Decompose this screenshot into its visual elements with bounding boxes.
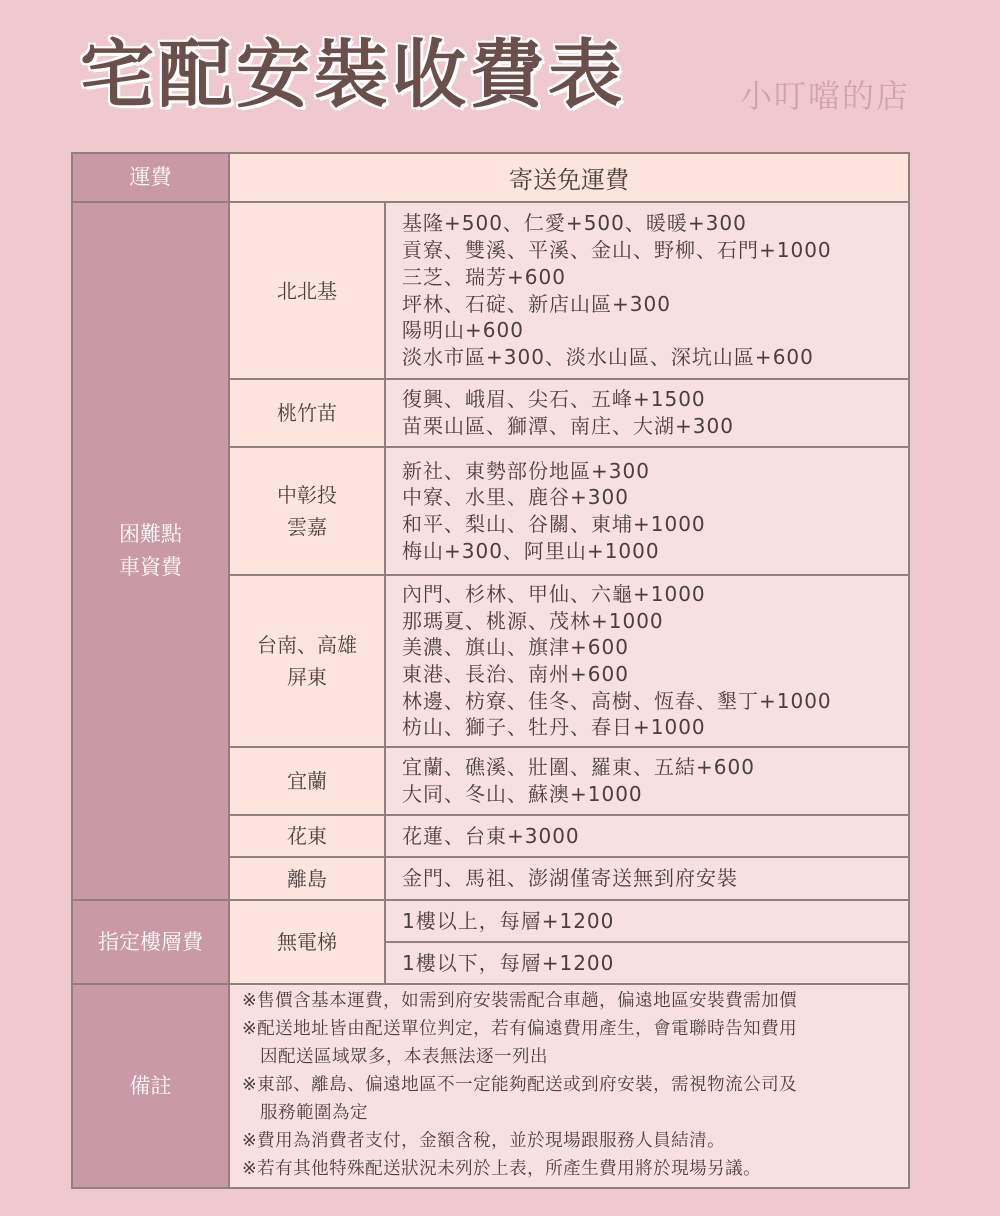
detail-line: 復興、峨眉、尖石、五峰+1500 (402, 387, 706, 412)
floor-fee: 1樓以上，每層+1200 (385, 900, 909, 942)
note-line: ※若有其他特殊配送狀況未列於上表，所產生費用將於現場另議。 (242, 1159, 762, 1179)
detail-line: 內門、杉林、甲仙、六龜+1000 (402, 581, 706, 606)
floor-label: 指定樓層費 (72, 900, 229, 984)
note-line: ※售價含基本運費，如需到府安裝需配合車趟，偏遠地區安裝費需加價 (242, 991, 798, 1011)
region-name (229, 447, 385, 575)
region-details (385, 857, 909, 900)
detail-line: 梅山+300、阿里山+1000 (402, 538, 660, 563)
shipping-label: 運費 (72, 153, 229, 202)
region-details (385, 447, 909, 575)
note-line: ※費用為消費者支付，金額含稅，並於現場跟服務人員結清。 (242, 1131, 726, 1151)
difficult-label-line: 困難點 (119, 522, 182, 546)
region-name-line: 花東 (287, 824, 327, 848)
notes-body (229, 984, 909, 1188)
note-line: ※東部、離島、偏遠地區不一定能夠配送或到府安裝，需視物流公司及 (242, 1075, 798, 1095)
detail-line: 林邊、枋寮、佳冬、高樹、恆春、墾丁+1000 (402, 688, 832, 713)
difficult-label (72, 202, 229, 900)
detail-line: 坪林、石碇、新店山區+300 (402, 291, 671, 316)
region-name (229, 202, 385, 379)
detail-line: 中寮、水里、鹿谷+300 (402, 485, 629, 510)
difficult-label-line: 車資費 (119, 555, 182, 579)
detail-line: 美濃、旗山、旗津+600 (402, 635, 629, 660)
detail-line: 大同、冬山、蘇澳+1000 (402, 782, 643, 806)
shipping-value: 寄送免運費 (229, 153, 909, 202)
region-name-line: 雲嘉 (287, 515, 327, 539)
detail-line: 宜蘭、礁溪、壯圍、羅東、五結+600 (402, 755, 755, 780)
region-name-line: 屏東 (287, 665, 327, 689)
detail-line: 花蓮、台東+3000 (402, 823, 580, 848)
detail-line: 那瑪夏、桃源、茂林+1000 (402, 608, 664, 633)
detail-line: 金門、馬祖、澎湖僅寄送無到府安裝 (402, 866, 738, 891)
notes-row (72, 984, 909, 1188)
detail-line: 三芝、瑞芳+600 (402, 264, 566, 289)
detail-line: 基隆+500、仁愛+500、暖暖+300 (402, 211, 747, 236)
region-name (229, 815, 385, 857)
region-details (385, 575, 909, 747)
region-name-line: 離島 (287, 866, 327, 891)
detail-line: 新社、東勢部份地區+300 (402, 458, 650, 483)
store-name: 小叮噹的店 (740, 77, 911, 115)
detail-line: 貢寮、雙溪、平溪、金山、野柳、石門+1000 (402, 238, 832, 263)
region-details (385, 815, 909, 857)
region-name-line: 北北基 (277, 278, 337, 303)
note-line: 服務範圍為定 (260, 1103, 368, 1123)
region-name (229, 575, 385, 747)
notes-label: 備註 (72, 984, 229, 1188)
note-line: 因配送區域眾多，本表無法逐一列出 (260, 1047, 548, 1067)
region-details (385, 379, 909, 447)
detail-line: 淡水市區+300、淡水山區、深坑山區+600 (402, 344, 814, 369)
region-name (229, 379, 385, 447)
region-name-line: 桃竹苗 (277, 401, 337, 425)
fee-table (71, 152, 910, 1189)
detail-line: 東港、長治、南州+600 (402, 662, 629, 686)
shipping-row (72, 153, 909, 202)
region-name (229, 747, 385, 815)
region-details (385, 202, 909, 379)
note-line: ※配送地址皆由配送單位判定，若有偏遠費用產生，會電聯時告知費用 (242, 1019, 798, 1039)
page-title: 宅配安裝收費表 (80, 32, 626, 118)
region-name-line: 台南、高雄 (257, 633, 357, 657)
detail-line: 苗栗山區、獅潭、南庄、大湖+300 (402, 414, 734, 438)
floor-type: 無電梯 (229, 900, 385, 984)
region-details (385, 747, 909, 815)
detail-line: 枋山、獅子、牡丹、春日+1000 (402, 715, 706, 740)
detail-line: 和平、梨山、谷關、東埔+1000 (402, 512, 706, 536)
region-row (72, 202, 909, 379)
region-name-line: 宜蘭 (287, 769, 327, 793)
region-name (229, 857, 385, 900)
detail-line: 陽明山+600 (402, 318, 524, 343)
floor-fee: 1樓以下，每層+1200 (385, 942, 909, 984)
floor-row (72, 900, 909, 942)
region-name-line: 中彰投 (277, 483, 337, 507)
